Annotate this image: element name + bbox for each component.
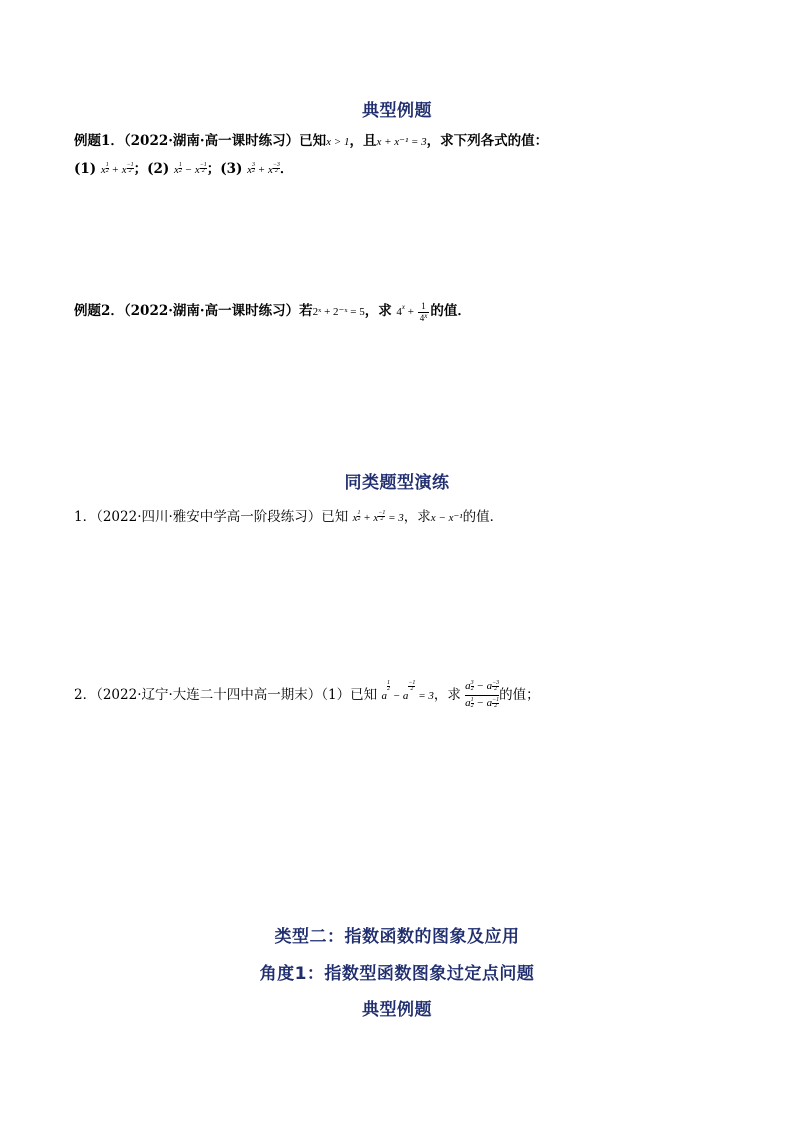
practice-2-line <box>74 681 540 710</box>
example-2-label: 例题2． <box>74 303 124 320</box>
part-3-expression: x $\frac{3}{2}$ + x $\frac{-3}{2}$ <box>247 162 280 176</box>
example-2-line <box>74 302 471 323</box>
example-2-text-c: 的值． <box>430 303 471 320</box>
part-2-expression: x $\frac{1}{2}$ − x $\frac{-1}{2}$ <box>174 162 207 176</box>
practice-1-source: （2022·四川·雅安中学高一阶段练习） <box>96 509 322 525</box>
example-1-text-a: 已知 <box>299 133 327 149</box>
practice-1-line <box>74 511 503 525</box>
example-1-line <box>74 135 548 149</box>
practice-2-label: 2． <box>74 686 97 703</box>
practice-2-fraction: a $\frac{3}{2}$ − a $\frac{-3}{2}$ a $\frac{1}{2}$ − a $\frac{-1}{2}$ <box>465 680 500 710</box>
example-1-parts-line <box>74 163 293 177</box>
practice-1-expression: x − x⁻¹ <box>430 512 463 524</box>
example-1-text-b: ，且 <box>349 133 377 149</box>
example-1-label: 例题1． <box>74 133 124 149</box>
section-heading-examples-2: 典型例题 <box>362 1000 432 1020</box>
practice-1-label: 1． <box>74 509 97 525</box>
practice-2-text-a: 已知 <box>350 686 378 703</box>
example-1-source: （2022·湖南·高一课时练习） <box>123 133 300 149</box>
example-2-source: （2022·湖南·高一课时练习） <box>123 303 300 320</box>
section-heading-examples: 典型例题 <box>362 101 432 121</box>
example-1-text-c: ，求下列各式的值： <box>426 133 549 149</box>
practice-2-text-c: 的值； <box>499 686 540 703</box>
section-heading-type-2: 类型二：指数函数的图象及应用 <box>274 927 520 947</box>
part-1-label: (1) <box>74 161 97 177</box>
practice-2-text-b: ，求 <box>433 686 461 703</box>
example-2-text-b: ，求 <box>364 303 392 320</box>
example-1-condition-1: x > 1 <box>326 136 350 148</box>
part-2-label: ；(2) <box>133 161 170 177</box>
part-3-label: ；(3) <box>206 161 243 177</box>
practice-1-text-b: ，求 <box>403 509 431 525</box>
practice-1-text-a: 已知 <box>321 509 349 525</box>
example-1-end: ． <box>279 161 294 177</box>
example-2-condition: 2ˣ + 2⁻ˣ = 5 <box>312 306 365 319</box>
practice-1-text-c: 的值． <box>462 509 504 525</box>
example-2-expression: 4x + $\frac{1}{4x}$ <box>396 301 428 323</box>
practice-2-source: （2022·辽宁·大连二十四中高一期末） <box>96 686 322 703</box>
section-heading-angle-1: 角度1：指数型函数图象过定点问题 <box>259 964 535 984</box>
example-2-text-a: 若 <box>299 303 313 320</box>
practice-2-condition: a $\frac{1}{2}$ − a $\frac{-1}{2}$ = 3 <box>381 680 434 702</box>
section-heading-practice: 同类题型演练 <box>344 473 450 493</box>
example-1-condition-2: x + x⁻¹ = 3 <box>376 136 427 148</box>
part-1-expression: x $\frac{1}{2}$ + x $\frac{-1}{2}$ <box>100 162 134 176</box>
practice-2-sub-label: （1） <box>321 686 351 703</box>
practice-1-condition: x $\frac{1}{2}$ + x $\frac{-1}{2}$ = 3 <box>352 510 404 524</box>
